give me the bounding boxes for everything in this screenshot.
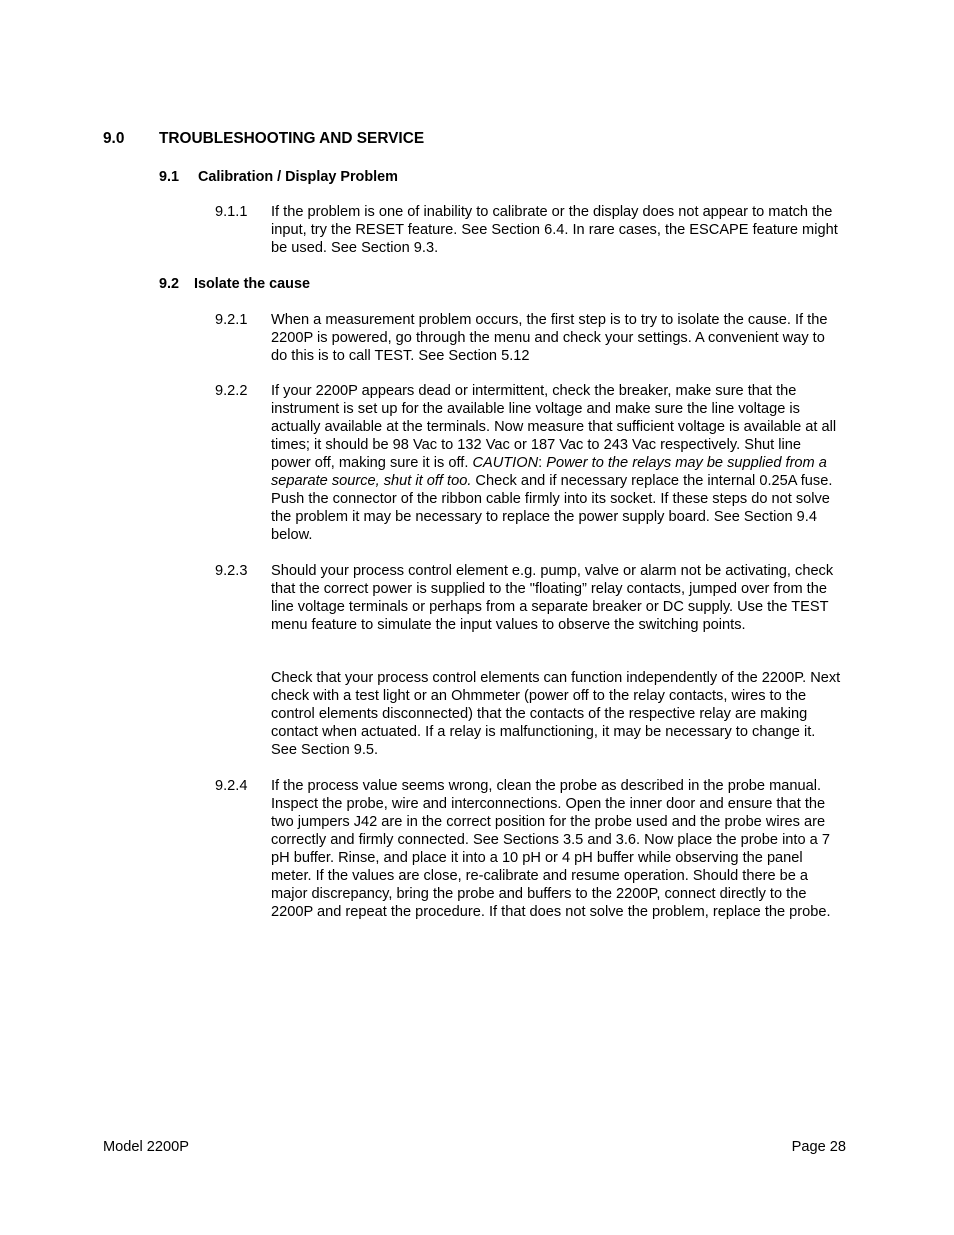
subsection-number: 9.2 xyxy=(159,276,180,292)
subsection-title: Calibration / Display Problem xyxy=(198,169,398,185)
item-text: When a measurement problem occurs, the first step is to try to isolate the cause. If the 2200P is powered, go through the menu and check your settings. A convenient way to do this is to call TEST. See Section 5.12 xyxy=(271,312,828,364)
item-number: 9.2.3 xyxy=(215,563,248,579)
item-text: If the problem is one of inability to calibrate or the display does not appear to match the input, try the RESET feature. See Section 6.4. In rare cases, the ESCAPE feature might be used. See Section 9.3. xyxy=(271,204,838,256)
section-heading xyxy=(103,129,424,149)
item-9-1-1 xyxy=(215,203,845,257)
item-9-2-3 xyxy=(215,562,845,634)
item-9-2-3-paragraph-2: Check that your process control elements can function independently of the 2200P. Next check with a test light or an Ohmmeter (power off to the relay contacts, wires to the control elements disconnected) that the contacts of the respective relay are making contact when actuated. If a relay is malfunctioning, it may be necessary to change it. See Section 9.5. xyxy=(271,670,841,758)
item-number: 9.2.1 xyxy=(215,312,248,328)
section-number: 9.0 xyxy=(103,130,125,147)
item-9-2-1 xyxy=(215,311,845,365)
section-title: TROUBLESHOOTING AND SERVICE xyxy=(159,130,425,147)
subsection-heading-9-1 xyxy=(159,168,398,186)
item-text-part: Check and if necessary replace the internal 0.25A fuse. Push the connector of the ribbon cable firmly into its socket. If these steps do not solve the problem it may be necessary to replace the power supply board. See Section 9.4 below. xyxy=(271,473,833,543)
caution-label: CAUTION xyxy=(472,455,539,471)
item-number: 9.2.2 xyxy=(215,383,248,399)
subsection-heading-9-2 xyxy=(159,275,310,293)
item-9-2-4 xyxy=(215,777,845,921)
item-number: 9.1.1 xyxy=(215,204,248,220)
item-text xyxy=(271,382,843,544)
caution-separator: : xyxy=(538,455,547,471)
item-text-part: If your 2200P appears dead or intermittent, check the breaker, make sure that the instrument is set up for the available line voltage and make sure the line voltage is actually available at the terminals. Now measure that sufficient voltage is available at all times; it should be 98 Vac to 132 Vac or 187 Vac to 243 Vac respectively. Shut line power off, making sure it is off. xyxy=(271,383,837,471)
item-9-2-2 xyxy=(215,382,845,544)
subsection-number: 9.1 xyxy=(159,169,180,185)
item-text: If the process value seems wrong, clean the probe as described in the probe manual. Inspect the probe, wire and interconnections. Open the inner door and ensure that the two jumpers J42 are in the correct position for the probe used and the probe wires are correctly and firmly connected. See Sections 3.5 and 3.6. Now place the probe into a 7 pH buffer. Rinse, and place it into a 10 pH or 4 pH buffer while observing the panel meter. If the values are close, re-calibrate and resume operation. Should there be a major discrepancy, bring the probe and buffers to the 2200P, connect directly to the 2200P and repeat the procedure. If that does not solve the problem, replace the probe. xyxy=(271,778,831,920)
footer-page-number: Page 28 xyxy=(791,1139,846,1155)
footer-model: Model 2200P xyxy=(103,1139,190,1155)
item-text: Should your process control element e.g. pump, valve or alarm not be activating, check that the correct power is supplied to the "floating” relay contacts, jumped over from the line voltage terminals or perhaps from a separate breaker or DC supply. Use the TEST menu feature to simulate the input values to observe the switching points. xyxy=(271,563,834,633)
subsection-title: Isolate the cause xyxy=(194,276,310,292)
item-number: 9.2.4 xyxy=(215,778,248,794)
caution-text: Power to the relays may be supplied from a separate source, shut it off too. xyxy=(271,455,827,489)
